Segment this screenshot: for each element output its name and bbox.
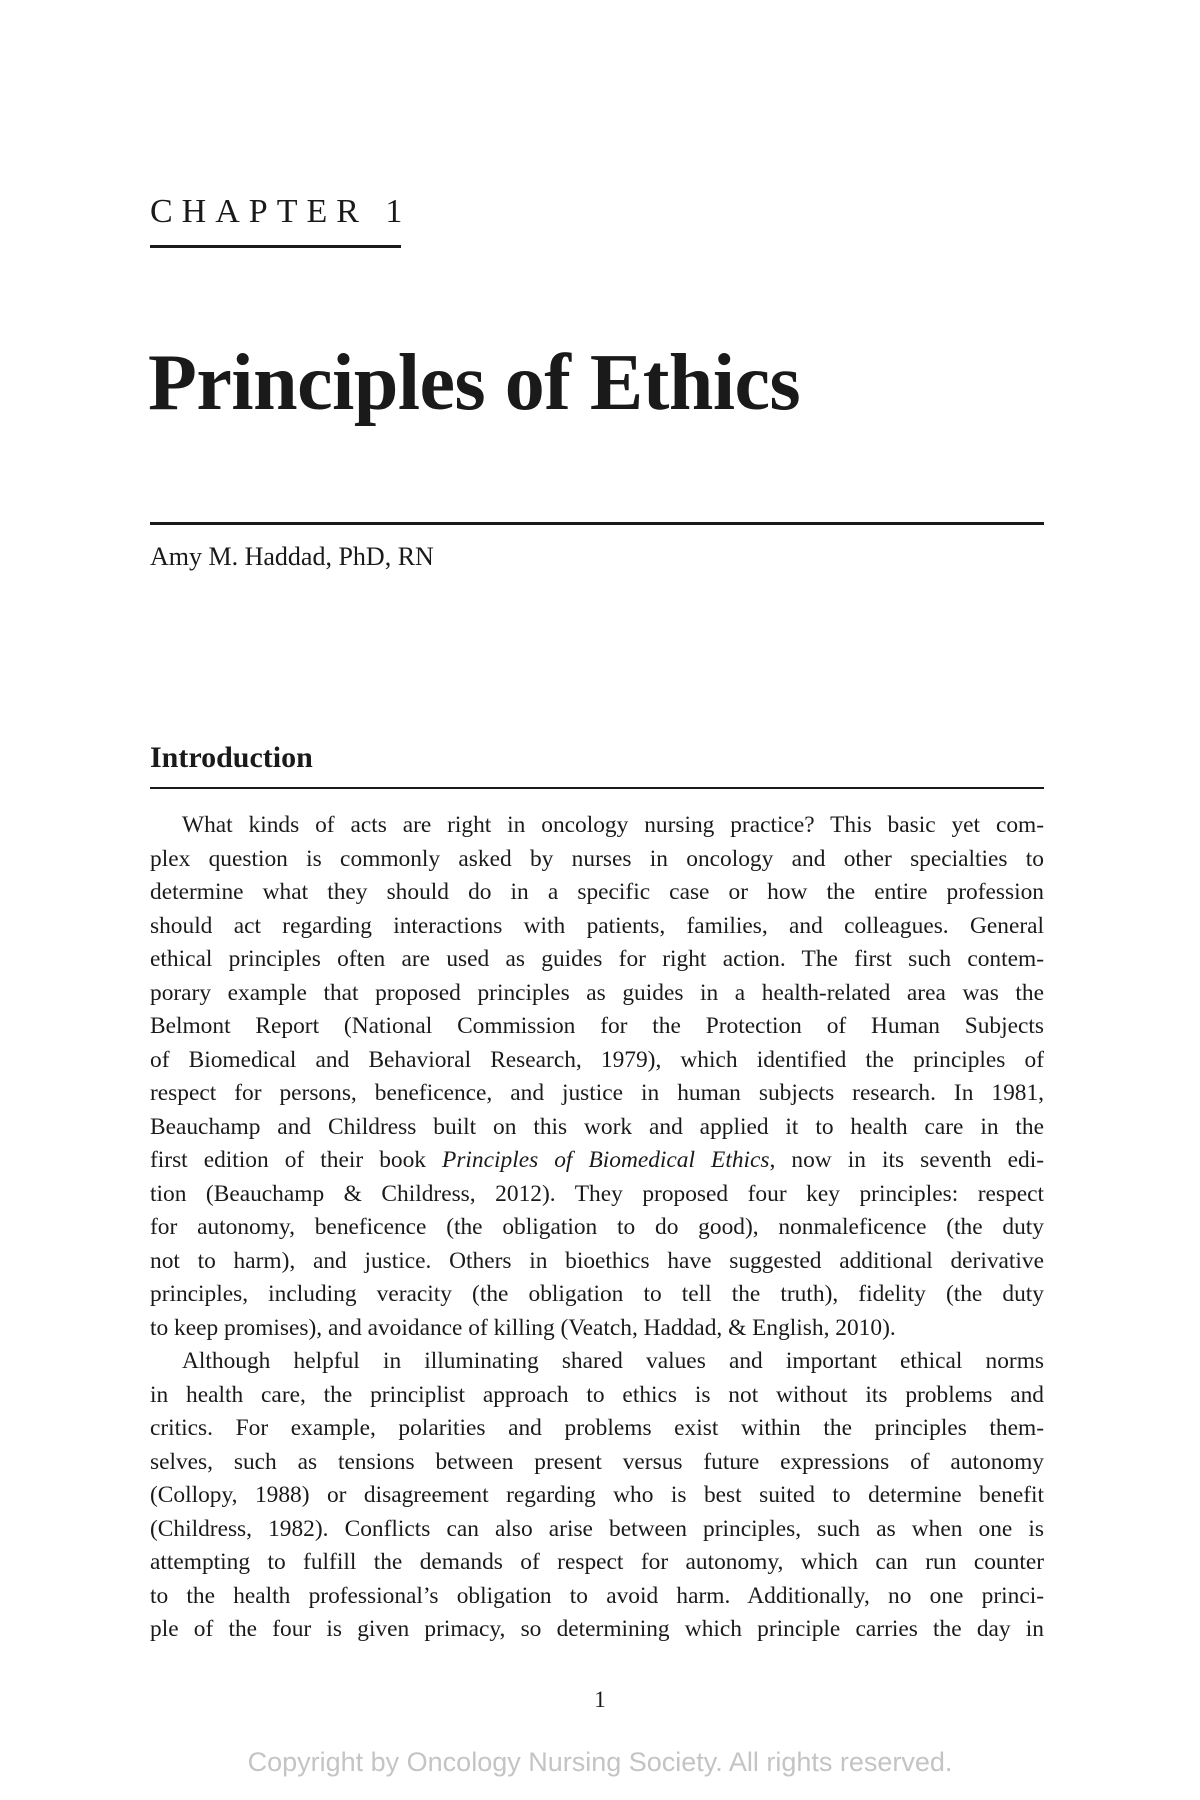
text-line: Beauchamp and Childress built on this work and applied it to health care in the [150, 1113, 1044, 1140]
text-line: not to harm), and justice. Others in bioethics have suggested additional derivative [150, 1247, 1044, 1274]
text-line: selves, such as tensions between present versus future expressions of autonomy [150, 1448, 1044, 1475]
page-number: 1 [594, 1687, 606, 1712]
body-text [150, 809, 1044, 1647]
text-segment: , now in its seventh edi- [769, 1147, 1044, 1173]
chapter-label-underline [150, 245, 401, 248]
text-line: to the health professional’s obligation to avoid harm. Additionally, no one princi- [150, 1582, 1044, 1609]
text-line: (Childress, 1982). Conflicts can also arise between principles, such as when one is [150, 1515, 1044, 1542]
text-line: Belmont Report (National Commission for the Protection of Human Subjects [150, 1013, 1044, 1039]
book-title: Principles of Biomedical Ethics [442, 1147, 770, 1173]
text-line: ethical principles often are used as guides for right action. The first such contem- [150, 946, 1044, 972]
section-heading: Introduction [150, 741, 313, 774]
text-line: porary example that proposed principles as guides in a health-related area was the [150, 979, 1044, 1006]
text-line: to keep promises), and avoidance of killing (Veatch, Haddad, & English, 2010). [150, 1314, 896, 1341]
author-byline: Amy M. Haddad, PhD, RN [150, 542, 434, 571]
text-line: What kinds of acts are right in oncology nursing practice? This basic yet com- [182, 812, 1044, 838]
copyright-notice: Copyright by Oncology Nursing Society. All rights reserved. [247, 1747, 953, 1777]
text-line: should act regarding interactions with patients, families, and colleagues. General [150, 912, 1044, 939]
text-line: Although helpful in illuminating shared values and important ethical norms [182, 1348, 1044, 1374]
text-line: respect for persons, beneficence, and justice in human subjects research. In 1981, [150, 1080, 1044, 1106]
chapter-title: Principles of Ethics [148, 339, 801, 427]
text-line-with-book-title [150, 1144, 1044, 1178]
text-line: for autonomy, beneficence (the obligation to do good), nonmaleficence (the duty [150, 1214, 1044, 1240]
text-segment: first edition of their book [150, 1147, 443, 1173]
text-line: tion (Beauchamp & Childress, 2012). They proposed four key principles: respect [150, 1180, 1044, 1207]
chapter-label: CHAPTER 1 [150, 193, 412, 230]
text-line: in health care, the principlist approach to ethics is not without its problems and [150, 1381, 1044, 1408]
text-line: attempting to fulfill the demands of respect for autonomy, which can run counter [150, 1549, 1044, 1575]
title-divider [150, 522, 1044, 525]
text-line: of Biomedical and Behavioral Research, 1979), which identified the principles of [150, 1046, 1044, 1073]
text-line: (Collopy, 1988) or disagreement regarding who is best suited to determine benefit [150, 1482, 1044, 1508]
text-line: principles, including veracity (the obligation to tell the truth), fidelity (the duty [150, 1281, 1044, 1307]
text-line: plex question is commonly asked by nurses in oncology and other specialties to [150, 845, 1044, 872]
text-line: critics. For example, polarities and problems exist within the principles them- [150, 1415, 1044, 1441]
section-divider [150, 787, 1044, 789]
text-line: determine what they should do in a specific case or how the entire profession [150, 879, 1044, 905]
text-line: ple of the four is given primacy, so determining which principle carries the day in [150, 1616, 1044, 1642]
